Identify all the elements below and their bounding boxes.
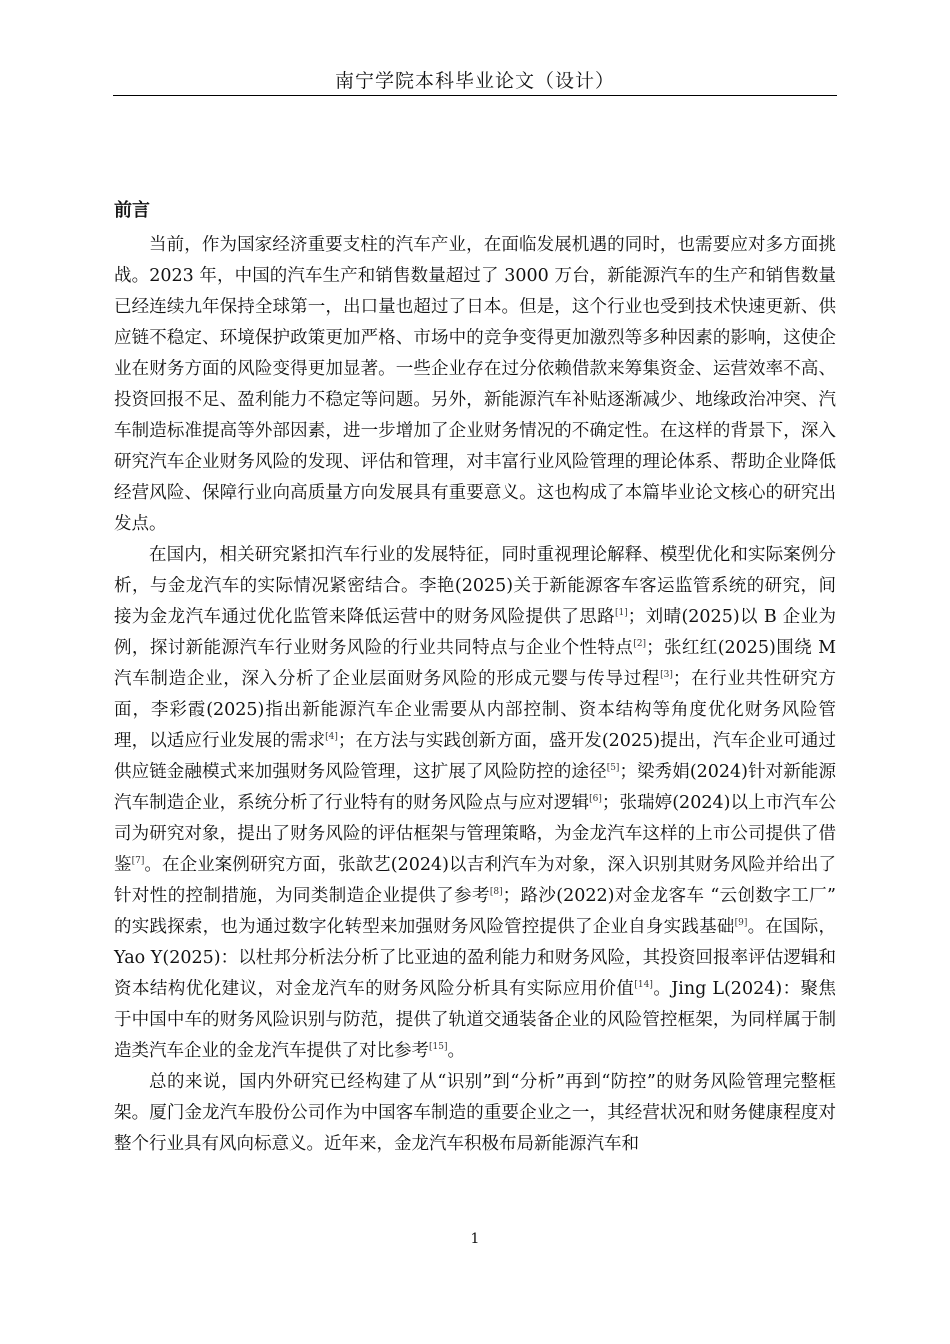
- text-run: 当前，作为国家经济重要支柱的汽车产业，在面临发展机遇的同时，也需要应对多方面挑战。2023 年，中国的汽车生产和销售数量超过了 3000 万台，新能源汽车的生产和销售数量已经连续九年保持全球第一，出口量也超过了日本。但是，这个行业也受到技术快速更新、供应链不稳定、环境保护政策更加严格、市场中的竞争变得更加激烈等多种因素的影响，这使企业在财务方面的风险变得更加显著。一些企业存在过分依赖借款来筹集资金、运营效率不高、投资回报不足、盈利能力不稳定等问题。另外，新能源汽车补贴逐渐减少、地缘政治冲突、汽车制造标准提高等外部因素，进一步增加了企业财务情况的不确定性。在这样的背景下，深入研究汽车企业财务风险的发现、评估和管理，对丰富行业风险管理的理论体系、帮助企业降低经营风险、保障行业向高质量方向发展具有重要意义。这也构成了本篇毕业论文核心的研究出发点。: [114, 235, 836, 534]
- citation-marker: [15]: [429, 1042, 448, 1053]
- text-run: 。在企业案例研究方面，张歆艺(2024)以吉利汽车为对象，深入识别其财务风险并给出了针对性的控制措施，为同类制造企业提供了参考: [114, 855, 836, 906]
- paragraph-1: [114, 230, 836, 540]
- text-run: ；在行业共性研究方面，李彩霞(2025)指出新能源汽车企业需要从内部控制、资本结构等角度优化财务风险管理，以适应行业发展的需求: [114, 669, 837, 751]
- text-run: ；路沙(2022)对金龙客车 “云创数字工厂” 的实践探索，也为通过数字化转型来加强财务风险管控提供了企业自身实践基础: [114, 886, 836, 937]
- text-run: 。在国际，Yao Y(2025)：以杜邦分析法分析了比亚迪的盈利能力和财务风险，其投资回报率评估逻辑和资本结构优化建议，对金龙汽车的财务风险分析具有实际应用价值: [114, 917, 836, 999]
- page-number: 1: [470, 1231, 480, 1247]
- text-run: 。: [447, 1041, 465, 1061]
- citation-marker: [5]: [606, 763, 620, 774]
- citation-marker: [3]: [660, 670, 673, 681]
- citation-marker: [14]: [634, 980, 653, 991]
- text-run: 在国内，相关研究紧扣汽车行业的发展特征，同时重视理论解释、模型优化和实际案例分析，与金龙汽车的实际情况紧密结合。李艳(2025)关于新能源客车客运监管系统的研究，间接为金龙汽车通过优化监管来降低运营中的财务风险提供了思路: [114, 545, 836, 627]
- citation-marker: [8]: [489, 887, 503, 898]
- text-run: ；刘晴(2025)以 B 企业为例，探讨新能源汽车行业财务风险的行业共同特点与企业个性特点: [114, 607, 836, 658]
- header-rule: [113, 95, 837, 96]
- citation-marker: [4]: [325, 732, 338, 743]
- text-run: 总的来说，国内外研究已经构建了从“识别”到“分析”再到“防控”的财务风险管理完整框架。厦门金龙汽车股份公司作为中国客车制造的重要企业之一，其经营状况和财务健康程度对整个行业具有风向标意义。近年来，金龙汽车积极布局新能源汽车和: [114, 1072, 836, 1154]
- text-run: ；梁秀娟(2024)针对新能源汽车制造企业，系统分析了行业特有的财务风险点与应对逻辑: [114, 762, 836, 813]
- citation-marker: [2]: [633, 639, 647, 650]
- text-run: 。Jing L(2024)：聚焦于中国中车的财务风险识别与防范，提供了轨道交通装备企业的风险管控框架，为同样属于制造类汽车企业的金龙汽车提供了对比参考: [114, 979, 837, 1061]
- citation-marker: [1]: [615, 608, 628, 619]
- citation-marker: [7]: [131, 856, 145, 867]
- body-text: [114, 230, 836, 1160]
- citation-marker: [6]: [589, 794, 602, 805]
- text-run: ；张红红(2025)围绕 M 汽车制造企业，深入分析了企业层面财务风险的形成元婴与传导过程: [114, 638, 836, 689]
- section-title: 前言: [114, 200, 150, 221]
- running-header: 南宁学院本科毕业论文（设计）: [334, 70, 615, 92]
- citation-marker: [9]: [734, 918, 748, 929]
- paragraph-2: [114, 540, 836, 1067]
- text-run: ；张瑞婷(2024)以上市汽车公司为研究对象，提出了财务风险的评估框架与管理策略，为金龙汽车这样的上市公司提供了借鉴: [114, 793, 836, 875]
- text-run: ；在方法与实践创新方面，盛开发(2025)提出，汽车企业可通过供应链金融模式来加强财务风险管理，这扩展了风险防控的途径: [114, 731, 836, 782]
- paragraph-3: [114, 1067, 836, 1160]
